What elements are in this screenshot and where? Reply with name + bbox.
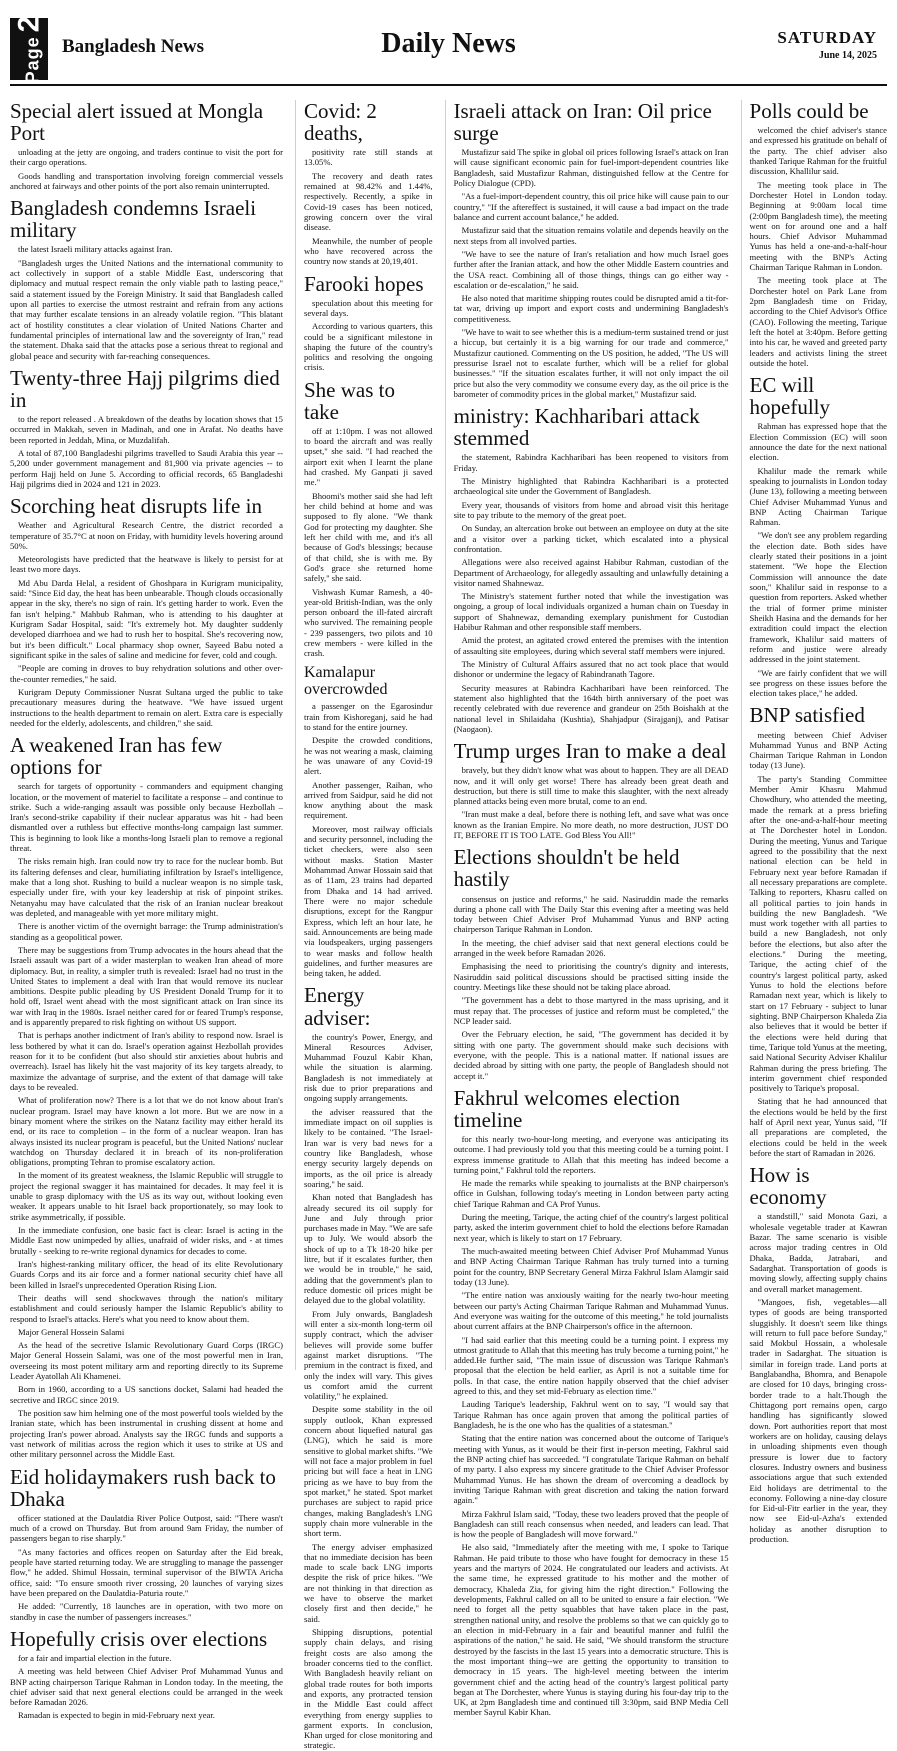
news-story [454, 405, 729, 734]
story-paragraph: Shipping disruptions, potential supply chain delays, and rising freight costs are also among the broader concerns tied to the conflict. With Bangladesh heavily reliant on global trade routes for both imports and exports, any protracted tension in the Middle East could affect everything from energy supplies to garment exports. In conclusion, Khan urged for close monitoring and strategic. [303, 1627, 433, 1751]
story-headline[interactable]: How is economy [749, 1163, 827, 1210]
story-paragraph: Meteorologists have predicted that the heatwave is likely to persist for at least two more days. [10, 554, 283, 575]
story-paragraph: Mirza Fakhrul Islam said, "Today, these two leaders proved that the people of Bangladesh can still reach consensus when needed, and leaders can lead. That is how the people of Bangladesh will move forward." [453, 1508, 729, 1540]
story-paragraph: Over the February election, he said, "The government has decided it by sitting with one party. The government should make such decisions with everyone, with the people. This is a national matter. If national issues are decided abroad by sitting with one party, the people of Bangladesh should not accept it." [453, 1029, 729, 1081]
story-paragraph: to the report released . A breakdown of the deaths by location shows that 15 occurred in Makkah, seven in Madinah, and one in Arafat. No deaths have been reported in Jeddah, Mina, or Muzdalifah. [10, 413, 283, 445]
story-headline[interactable]: Israeli attack on Iran: Oil price surge [453, 99, 712, 146]
story-paragraph: meeting between Chief Adviser Muhammad Yunus and BNP Acting Chairman Tarique Rahman in London today (13 June). [749, 729, 887, 771]
news-story [10, 495, 283, 728]
story-paragraph: A meeting was held between Chief Adviser Prof Muhammad Yunus and BNP acting chairperson Tarique Rahman in London today. In the meeting, the chief adviser said that next general elections could be arranged in the week before Ramadan 2026. [10, 1666, 283, 1708]
story-paragraph: "Iran must make a deal, before there is nothing left, and save what was once known as the Iranian Empire. No more death, no more destruction, JUST DO IT, BEFORE IT IS TOO LATE. God Bless You All!" [453, 809, 729, 841]
story-paragraph: "Bangladesh urges the United Nations and the international community to act collectively in support of a stable Middle East, underscoring that diplomacy and mutual respect remain the only viable path to lasting peace," said a statement issued by the Foreign Ministry. It said that Bangladesh called upon all parties to exercise the utmost restraint and refrain from any actions that may further escalate tensions in an already volatile region. "This blatant act of hostility constitutes a clear violation of United Nations Charter and fundamental principles of international law and the sovereignty of Iran," read the statement. Dhaka said that the attacks pose a serious threat to regional and global peace and security with far-reaching consequences. [10, 257, 283, 361]
story-headline[interactable]: Bangladesh condemns Israeli military [10, 196, 257, 243]
story-paragraph: Mustafizur said The spike in global oil prices following Israel's attack on Iran will cause significant economic pain for fuel-import-dependent countries like Bangladesh, said Mustafizur Rahman, distinguished fellow at the Centre for Policy Dialogue (CPD). [453, 147, 729, 189]
story-paragraph: Lauding Tarique's leadership, Fakhrul went on to say, "I would say that Tarique Rahman has once again proven that among the political parties of Bangladesh, he is the one who has the qualities of a statesman." [453, 1399, 729, 1431]
story-paragraph: Stating that the entire nation was concerned about the outcome of Tarique's meeting with Yunus, as it would be their first in-person meeting, Fakhrul said the BNP acting chief has succeeded. "I congratulate Tarique Rahman on behalf of my party. I also express my sincere gratitude to the Chief Adviser Professor Muhammad Yunus. He has shown the dream of overcoming a deadlock by inviting Tarique Rahman with great discretion and taking the nation forward again." [453, 1433, 729, 1506]
story-paragraph: "As a fuel-import-dependent country, this oil price hike will cause pain to our country," "If the aftereffect is sustained, it will cause a bad impact on the trade balance and current account balance," he added. [453, 191, 729, 222]
story-headline[interactable]: Elections shouldn't be held hastily [453, 845, 680, 892]
story-paragraph: According to various quarters, this could be a significant milestone in shaping the future of the country's politics and resolving the ongoing crisis. [303, 321, 433, 373]
story-paragraph: "Mangoes, fish, vegetables—all types of goods are being transported sluggishly. It doesn't seem like things will return to full pace before Sunday," said Mokbul Hossain, a wholesale trader in Sadarghat. The situation is similar in foreign trade. Land ports at Banglabandha, Bhomra, and Benapole are closed for 10 days, bringing cross-border trade to a halt.Though the Chittagong port remains open, cargo handling has significantly slowed down. Port authorities report that most workers are on holiday, causing delays in unloading shipments even though pressure is lower due to factory closures. Industry owners and business associations argue that such extended Eid holidays are detrimental to the economy. Following a nine-day closure for Eid-ul-Fitr earlier in the year, they now see Eid-ul-Azha's extended holiday as another disruption to production. [749, 1296, 887, 1545]
news-story [454, 100, 729, 399]
story-paragraph: Allegations were also received against Habibur Rahman, custodian of the Department of Archaeology, for allegedly assaulting and unlawfully detaining a visitor named Shahnewaz. [453, 557, 729, 588]
story-headline[interactable]: EC will hopefully [749, 373, 830, 420]
story-paragraph: unloading at the jetty are ongoing, and traders continue to visit the port for their cargo operations. [10, 147, 283, 168]
story-paragraph: Meanwhile, the number of people who have recovered across the country now stands at 20,19,401. [303, 235, 433, 267]
story-paragraph: bravely, but they didn't know what was about to happen. They are all DEAD now, and it will only get worse! There has already been great death and destruction, but there is still time to make this slaughter, with the next already planned attacks being even more brutal, come to an end. [453, 765, 729, 807]
story-paragraph: the country's Power, Energy, and Mineral Resources Adviser, Muhammad Fouzul Kabir Khan, while the situation is alarming. Bangladesh is not immediately at risk due to prior preparations and ongoing supply arrangements. [303, 1031, 433, 1104]
story-paragraph: He added: "Currently, 18 launches are in operation, with two more on standby in case the number of passengers increases." [10, 1601, 283, 1622]
news-story [304, 100, 433, 267]
news-story [10, 734, 283, 1459]
story-paragraph: search for targets of opportunity - commanders and equipment changing location, or the movement of materiel to facilitate a response – and continue to strike. Such a wide-ranging assault was possible only because Hezbollah – Iran's second-strike capability if their nuclear apparatus was hit - had been dismantled over a ruthless but effective months-long campaign last summer. This is beginning to look like a months-long Israeli plan to remove a regional threat. [10, 781, 283, 854]
story-paragraph: During the meeting, Tarique, the acting chief of the country's largest political party, asked the interim government chief to hold the elections before Ramadan next year, which is likely to start on 17 February. [453, 1212, 729, 1243]
story-paragraph: He made the remarks while speaking to journalists at the BNP chairperson's office in Gulshan, following today's meeting in London between party acting chief Tarique Rahman and CA Prof Yunus. [453, 1178, 729, 1209]
news-story [750, 374, 887, 698]
story-paragraph: Md Abu Darda Helal, a resident of Ghoshpara in Kurigram municipality, said: "Since Eid day, the heat has been unbearable. Though clouds occasionally appear in the sky, there's no sign of rain. It's getting harder to work. Even the fan isn't helping." Mahbub Rahman, who is attending to his daughter at Kurigram Sadar Hospital, said: "It's extremely hot. My daughter suddenly developed diarrhoea and we had to rush her to hospital. She's recovering now, but it's been difficult." Local pharmacy shop owner, Sayeed Babu noted a significant spike in the sales of saline and medicine for fever, cold and cough. [10, 577, 283, 660]
story-headline[interactable]: Covid: 2 deaths, [303, 99, 377, 146]
story-paragraph: a standstill," said Monota Gazi, a wholesale vegetable trader at Kawran Bazar. The same scenario is visible across major trading centres in Old Dhaka, Badda, Jatrabari, and Sadarghat. Transportation of goods is moving slowly, affecting supply chains and overall market management. [749, 1211, 887, 1294]
news-story [750, 1164, 887, 1544]
column-4 [741, 99, 887, 1545]
story-paragraph: The recovery and death rates remained at 98.42% and 1.44%, respectively. Recently, a spike in Covid-19 cases has been noticed, growing concern over the viral disease. [303, 170, 433, 233]
story-headline[interactable]: Special alert issued at Mongla Port [10, 99, 264, 146]
story-paragraph: Their deaths will send shockwaves through the nation's military establishment and could seriously hamper the Islamic Republic's ability to respond to Israel's attacks. Here's what you need to know about them. [10, 1292, 283, 1324]
story-paragraph: consensus on justice and reforms," he said. Nasiruddin made the remarks during a phone call with The Daily Star this evening after a meeting was held today between Chief Adviser Prof Muhammad Yunus and BNP acting chairperson Tarique Rahman in London. [453, 893, 729, 935]
section-title: Daily News [381, 28, 516, 59]
news-story [304, 379, 433, 659]
news-story [750, 704, 887, 1158]
weekday: SATURDAY [777, 28, 877, 47]
news-story [454, 740, 729, 840]
story-paragraph: As the head of the secretive Islamic Revolutionary Guard Corps (IRGC) Major General Hossein Salami, was one of the most powerful men in Iran, overseeing its most potent military arm and reporting directly to its Supreme Leader Ayatollah Ali Khamenei. [10, 1340, 283, 1382]
story-paragraph: Khan noted that Bangladesh has already secured its oil supply for June and July through prior purchases made in May. "We are safe up to July. We would absorb the shock of up to a Tk 18-20 hike per litre, but if it escalates further, then we would be in trouble," he said, adding that the government's plan to reduce domestic oil prices might be delayed due to the global volatility. [303, 1192, 433, 1306]
story-paragraph: The much-awaited meeting between Chief Adviser Prof Muhammad Yunus and BNP Acting Chairman Tarique Rahman has truly turned into a turning point for the country, BNP Secretary General Mirza Fakhrul Islam Alamgir said today (13 June). [453, 1246, 729, 1287]
story-paragraph: officer stationed at the Daulatdia River Police Outpost, said: "There wasn't much of a crowd on Thursday. But from around 9am Friday, the number of passengers began to rise sharply." [10, 1512, 283, 1544]
masthead [10, 10, 887, 86]
story-paragraph: Vishwash Kumar Ramesh, a 40-year-old British-Indian, was the only person onboard the ill-fated aircraft who survived. The remaining people - 239 passengers, two pilots and 10 crew members - were killed in the crash. [303, 586, 433, 659]
publication-name: Bangladesh News [62, 36, 204, 57]
news-story [454, 846, 729, 1080]
news-story [454, 1087, 729, 1718]
story-headline[interactable]: Scorching heat disrupts life in [10, 494, 262, 519]
story-paragraph: "The entire nation was anxiously waiting for the nearly two-hour meeting between our party's Acting Chairman Tarique Rahman and Muhammad Yunus. And everyone was waiting for the outcome of this meeting," he told journalists about current affairs at the BNP Chairperson's office in the afternoon. [453, 1290, 729, 1332]
story-paragraph: Bhoomi's mother said she had left her child behind at home and was supposed to fly alone. "We thank God for protecting my daughter. She left her child with me, and it's all because of God's blessings; because of that child, she is with me. By God's grace she returned home safely," she said. [303, 490, 433, 584]
story-paragraph: There may be suggestions from Trump advocates in the hours ahead that the Israeli assault was part of a wider masterplan to weaken Iran ahead of more diplomacy. But, in reality, a simpler truth is revealed: Israel had no trust in the United States to implement a deal with Iran that would remove its nuclear ambitions. Despite public pleading by US President Donald Trump for it to hold off, Israel went ahead with the most significant attack on Iran since its war with Iraq in the 1980s. Israel neither cared for or feared Trump's response, and is apparently prepared to risk fighting on without US support. [10, 944, 283, 1028]
story-paragraph: Despite some stability in the oil supply outlook, Khan expressed concern about liquefied natural gas (LNG), which he said is more sensitive to global market shifts. "We will not face a major problem in fuel pricing but will face a heat in LNG pricing as we have to buy from the spot market," he stated. Spot market purchases are subject to rapid price changes, making Bangladesh's LNG supply chain more vulnerable in the short term. [303, 1404, 433, 1539]
story-paragraph: Ramadan is expected to begin in mid-February next year. [18, 1710, 215, 1721]
news-story [304, 665, 433, 979]
news-story [10, 1466, 283, 1622]
story-headline[interactable]: Trump urges Iran to make a deal [453, 739, 727, 764]
story-paragraph: the adviser reassured that the immediate impact on oil supplies is likely to be contained. "The Israel-Iran war is very bad news for a country like Bangladesh, whose energy security largely depends on imports, as the oil price is already soaring," he said. [303, 1106, 433, 1189]
story-headline[interactable]: BNP satisfied [749, 703, 865, 728]
story-paragraph: Emphasising the need to prioritising the country's dignity and interests, Nasiruddin said political discussions should be practised sitting inside the country. Meetings like these should not be taking place abroad. [453, 961, 729, 993]
story-paragraph: What of proliferation now? There is a lot that we do not know about Iran's nuclear program. Israel may have known a lot more. But we are now in a binary moment where the strikes on the Natanz facility may either herald its end, or its race to completion – in the form of a nuclear weapon. Iran has always insisted its nuclear program is peaceful, but the United Nations' nuclear watchdog on Thursday declared it in breach of its non-proliferation obligations, prompting Tehran to promise escalatory action. [10, 1095, 283, 1168]
story-paragraph: The Ministry highlighted that Rabindra Kachharibari is a protected archaeological site under the Government of Bangladesh. [453, 476, 729, 497]
story-paragraph: speculation about this meeting for several days. [303, 297, 433, 318]
story-paragraph: a passenger on the Egarosindur train from Kishoreganj, said he had to stand for the entire journey. [303, 701, 433, 732]
story-paragraph: Amid the protest, an agitated crowd entered the premises with the intention of assaulting site employees, during which several staff members were injured. [453, 635, 729, 656]
issue-date: June 14, 2025 [818, 50, 877, 61]
date-block [777, 28, 877, 61]
story-paragraph: Khalilur made the remark while speaking to journalists in London today (June 13), following a meeting between Chief Adviser Muhammad Yunus and BNP Acting Chairman Tarique Rahman. [749, 465, 887, 528]
story-paragraph: the statement, Rabindra Kachharibari has been reopened to visitors from Friday. [453, 452, 729, 473]
story-paragraph: Rahman has expressed hope that the Election Commission (EC) will soon announce the date for the next national election. [749, 421, 887, 463]
story-paragraph: In the moment of its greatest weakness, the Islamic Republic will struggle to project the regional swagger it has maintained for decades. It may feel it is unable to grasp diplomacy with the US as its way out, without looking even weaker. It appears unable to hit Israel back proportionately, so may look to strike asymmetrically, if possible. [10, 1170, 283, 1222]
news-story [10, 100, 283, 191]
story-paragraph: "We have to see the nature of Iran's retaliation and how much Israel goes further after the Iranian attack, and how the other Middle Eastern countries and the USA react. Combining all of those things, things can go either way - escalation or de-escalation," he said. [453, 248, 729, 290]
story-paragraph: Another passenger, Raihan, who arrived from Saidpur, said he did not know anything about the mask requirement. [303, 779, 433, 821]
story-headline[interactable]: Hopefully crisis over elections [10, 1626, 268, 1651]
news-story [304, 273, 433, 373]
story-headline[interactable]: Twenty-three Hajj pilgrims died in [10, 365, 280, 412]
story-paragraph: The Ministry of Cultural Affairs assured that no act took place that would dishonor or undermine the legacy of Rabindranath Tagore. [453, 659, 729, 680]
news-story [10, 197, 283, 361]
story-paragraph: welcomed the chief adviser's stance and expressed his gratitude on behalf of the party. The chief adviser also thanked Tarique Rahman for the fruitful discussion, Khallilur said. [749, 125, 887, 177]
story-paragraph: The energy adviser emphasized that no immediate decision has been made to scale back LNG imports despite the risk of price hikes. "We are not thinking in that direction as we have to observe the market closely first and then decide," he said. [303, 1541, 433, 1624]
story-headline[interactable]: ministry: Kachharibari attack stemmed [453, 404, 700, 451]
story-paragraph: Despite the crowded conditions, he was not wearing a mask, claiming he was unaware of any Covid-19 alert. [303, 735, 433, 777]
columns [10, 99, 887, 1751]
column-2 [295, 99, 433, 1751]
story-paragraph: Weather and Agricultural Research Centre, the district recorded a temperature of 35.7°C at noon on Friday, with humidity levels hovering around 50%. [10, 520, 283, 551]
story-paragraph: the latest Israeli military attacks against Iran. [18, 244, 173, 255]
story-paragraph: "We have to wait to see whether this is a medium-term sustained trend or just a hiccup, but certainly it is a big warning for our trade and commerce," Mustafizur cautioned. Commenting on the US position, he added, "The US will pressurise Israel not to escalate further, which will be a relief for global businesses." "If the situation escalates further, it will not only impact the oil price but also the very commodity we consume every day, as the oil price is the barometer of commodity prices in the global market," Mustafizur said. [453, 327, 729, 399]
story-headline[interactable]: Polls could be [749, 99, 869, 123]
story-paragraph: The meeting took place in The Dorchester Hotel in London today. Beginning at 9:00am local time (2:00pm Bangladesh time), the meeting went on for around one and a half hours. Chief Advisor Muhammad Yunus has held a one-and-a-half-hour meeting with the BNP's Acting Chairman Tarique Rahman in London. [749, 179, 887, 273]
news-story [10, 367, 283, 489]
story-paragraph: From July onwards, Bangladesh will enter a six-month long-term oil supply contract, which the adviser believes will provide some buffer against market disruptions. "The premium in the contract is fixed, and only the index will vary. This gives us comfort amid the current volatility," he explained. [303, 1308, 433, 1402]
story-paragraph: There is another victim of the overnight barrage: the Trump administration's standing as a geopolitical power. [10, 921, 283, 942]
story-headline[interactable]: Farooki hopes [303, 271, 424, 296]
column-3 [445, 99, 729, 1718]
news-story [304, 984, 433, 1750]
story-headline[interactable]: Energy adviser: [303, 983, 371, 1030]
story-headline[interactable]: Kamalapur overcrowded [303, 663, 388, 698]
page-label: Page [22, 36, 42, 84]
story-paragraph: Stating that he had announced that the elections would be held by the first half of April next year, Yunus said, "If all preparations are completed, the elections could be held in the week before the start of Ramadan in 2026. [749, 1096, 887, 1158]
story-paragraph: Major General Hossein Salami [18, 1326, 125, 1337]
story-paragraph: "We are fairly confident that we will see progress on these issues before the election takes place," he added. [749, 667, 887, 699]
story-paragraph: On Sunday, an altercation broke out between an employee on duty at the site and a visitor over a parking ticket, which escalated into a physical confrontation. [453, 523, 729, 554]
story-paragraph: Moreover, most railway officials and security personnel, including the ticket checkers, were also seen without masks. Station Master Mohammad Anwar Hossain said that as of 11am, 23 trains had departed from Dhaka and 14 had arrived. There were no major schedule disruptions, except for the Rangpur Express, which left an hour late, he said. Announcements are being made via loudspeakers, urging passengers to wear masks and follow health guidelines, and further measures are being taken, he added. [303, 823, 433, 979]
story-paragraph: for this nearly two-hour-long meeting, and everyone was anticipating its outcome. I had previously told you that this meeting could be a turning point. I express immense gratitude to Allah that this meeting has indeed become a turning point," Fakhrul told the reporters. [453, 1133, 729, 1175]
story-paragraph: off at 1:10pm. I was not allowed to board the aircraft and was really upset," she said. "I had reached the airport exit when I learnt the plane had crashed. My Ganpati ji saved me." [303, 425, 433, 488]
story-paragraph: The risks remain high. Iran could now try to race for the nuclear bomb. But its faltering defenses and clear, humiliating infiltration by Israel's intelligence, make that a long shot. Rushing to build a nuclear weapon is no simple task, especially under fire, with your key leadership at risk of pinpoint strikes. Netanyahu may have calculated that the risk of an Iranian nuclear breakout was depleted, and manageable with yet more military might. [10, 856, 283, 918]
story-paragraph: Iran's highest-ranking military officer, the head of its elite Revolutionary Guards Corps and its air force and a former national security chief have all been killed in Israel's unprecedented Operation Rising Lion. [10, 1258, 283, 1290]
story-headline[interactable]: She was to take [303, 377, 395, 424]
story-paragraph: A total of 87,100 Bangladeshi pilgrims travelled to Saudi Arabia this year -- 5,200 under government management and 81,900 via private agencies -- to perform Hajj held on June 5. According to official records, 65 Bangladeshi Hajj pilgrims died in 2024 and 121 in 2023. [10, 447, 283, 489]
story-paragraph: In the immediate confusion, one basic fact is clear: Israel is acting in the Middle East now unimpeded by allies, unafraid of wider risks, and - at times brutally - seeking to re-write regional dynamics for decades to come. [10, 1225, 283, 1256]
story-paragraph: "People are coming in droves to buy rehydration solutions and other over-the-counter remedies," he said. [10, 663, 283, 684]
story-paragraph: for a fair and impartial election in the future. [18, 1652, 172, 1663]
story-paragraph: He also noted that maritime shipping routes could be disrupted amid a tit-for-tat war, driving up import and export costs and undermining Bangladesh's competitiveness. [453, 293, 729, 324]
story-paragraph: In the meeting, the chief adviser said that next general elections could be arranged in the week before Ramadan 2026. [453, 937, 729, 959]
news-story [750, 100, 887, 368]
story-paragraph: That is perhaps another indictment of Iran's ability to respond now. Israel is less bothered by what it can do. Israel's operation against Hezbollah provides reason for it to be confident (but also should stir anxieties about hubris and overreach). Israel has likely hit the vast majority of its key targets already, to maximize the advantage of surprise, and the extent of that damage will take days to be revealed. [10, 1030, 283, 1092]
story-paragraph: Mustafizur said that the situation remains volatile and depends heavily on the next steps from all involved parties. [453, 225, 729, 246]
story-paragraph: "The government has a debt to those martyred in the mass uprising, and it must repay that. The processes of justice and reform must be completed," the NCP leader said. [453, 995, 729, 1026]
story-headline[interactable]: Eid holidaymakers rush back to Dhaka [10, 1464, 276, 1511]
story-paragraph: Every year, thousands of visitors from home and abroad visit this heritage site to pay tribute to the memory of the great poet. [453, 499, 729, 520]
story-paragraph: He also said, "Immediately after the meeting with me, I spoke to Tarique Rahman. He paid tribute to those who have fought for democracy in these 15 years and the martyrs of 2024. He congratulated our leaders and activists. At the same time, he expressed gratitude to his mother and the mother of democracy, Khaleda Zia, for giving him the right direction." Following the developments, Fakhrul called on all to be united to ensure a fair election. "We need to forget all the petty squabbles that have taken place in the past, strengthen national unity, and resolve the problems so that we can quickly go to an election in mid-February in a fair and beautiful manner and fulfil the aspirations of the nation," he said. He said, "We should transform the structure destroyed by the fascists in the last 15 years into a democratic structure. This is the most important thing--we are getting the opportunity to transition to democracy in 15 years. The high-level meeting between the interim government chief and the acting head of the country's largest political party began at The Dorchester, where Yunus is staying during his four-day trip to the UK, at 2pm Bangladesh time and continued till 3:30pm, said BNP Media Cell member Sayrul Kabir Khan. [453, 1542, 729, 1718]
story-paragraph: "As many factories and offices reopen on Saturday after the Eid break, people have started returning today. We are struggling to manage the passenger flow," he added. Shimul Hossain, terminal supervisor of the BIWTA Aricha office, said: "To ensure smooth river crossing, 20 launches of varying sizes have been prepared on the Daulatdia-Paturia route." [10, 1546, 283, 1598]
story-paragraph: "I had said earlier that this meeting could be a turning point. I express my utmost gratitude to Allah that this meeting has truly become a turning point," he added.He further said, "The main issue of discussion was Tarique Rahman's proposal that the election be held earlier, as April is not a suitable time for polls. In that case, the entire nation happily observed that the chief adviser agreed to this, and they set mid-February as election time." [453, 1334, 729, 1397]
story-paragraph: Born in 1960, according to a US sanctions docket, Salami had headed the secretive and IRGC since 2019. [10, 1384, 283, 1405]
news-story [10, 1628, 283, 1721]
story-paragraph: positivity rate still stands at 13.05%. [303, 147, 433, 168]
story-paragraph: Goods handling and transportation involving foreign commercial vessels anchored at fairways and other points of the port also remain uninterrupted. [10, 170, 283, 192]
story-paragraph: Security measures at Rabindra Kachharibari have been reinforced. The statement also highlighted that the 164th birth anniversary of the poet was recently celebrated with due reverence and grandeur on 25th Boishakh at the national level in Shilaidaha (Kushtia), Shahjadpur (Sirajganj), and Patisar (Naogaon). [453, 682, 729, 734]
story-headline[interactable]: A weakened Iran has few options for [10, 733, 223, 780]
story-paragraph: Kurigram Deputy Commissioner Nusrat Sultana urged the public to take precautionary measures during the heatwave. "We have issued urgent instructions to the health department to remain on alert. Extra care is especially needed for the elderly, adolescents, and children," she said. [10, 686, 283, 728]
story-paragraph: The position saw him helming one of the most powerful tools wielded by the Iranian state, which has been instrumental in crushing dissent at home and projecting Iran's power abroad. Analysts say the IRGC funds and supports a vast network of militias across the region which it uses to strike at US and other military personnel across the Middle East. [10, 1408, 283, 1460]
story-paragraph: The meeting took place at The Dorchester hotel on Park Lane from 2pm Bangladesh time on Friday, according to the Chief Advisor's Office (CAO). Following the meeting, Tarique left the hotel at 3:40pm. Before getting into his car, he waved and greeted party leaders and activists lining the street outside the hotel. [749, 275, 887, 368]
story-paragraph: The Ministry's statement further noted that while the investigation was ongoing, a group of local individuals organized a human chain on Tuesday in support of Shahnewaz, demanding exemplary punishment for Custodian Habibur Rahman and other responsible staff members. [453, 591, 729, 633]
column-1 [10, 99, 283, 1721]
story-paragraph: "We don't see any problem regarding the election date. Both sides have clearly stated their positions in a joint statement. "We hope the Election Commission will announce the date soon," Khalilur said in response to a question from reporters. Asked whether the trial of former prime minister Sheikh Hasina and the demands for her extradition could impact the election framework, Khalilur said matters of reform and justice were already addressed in the joint statement. [749, 530, 887, 665]
story-paragraph: The party's Standing Committee Member Amir Khasru Mahmud Chowdhury, who attended the meeting, made the remark at a press briefing after the one-and-a-half-hour meeting at The Dorchester hotel in London. During the meeting, Yunus and Tarique agreed to the possibility that the next national election can be held in February next year before Ramadan if all necessary preparations are complete. Talking to reporters, Khasru called on all political parties to join hands in building the new Bangladesh. "We must work together with all parties to build a new Bangladesh, not only before the elections, but also after the elections." During the meeting, Tarique, the acting chief of the country's largest political party, asked Yunus to hold the elections before Ramadan next year, which is likely to start on 17 February - subject to lunar sighting. BNP Chairperson Khaleda Zia also believes that it would be better if the elections were held during that time, Tarique told Yunus at the meeting, said National Security Adviser Khalilur Rahman during the press briefing. The interim government chief responded positively to Tarique's proposal. [749, 773, 887, 1094]
page-number: 2 [12, 14, 45, 33]
story-headline[interactable]: Fakhrul welcomes election timeline [453, 1085, 680, 1132]
